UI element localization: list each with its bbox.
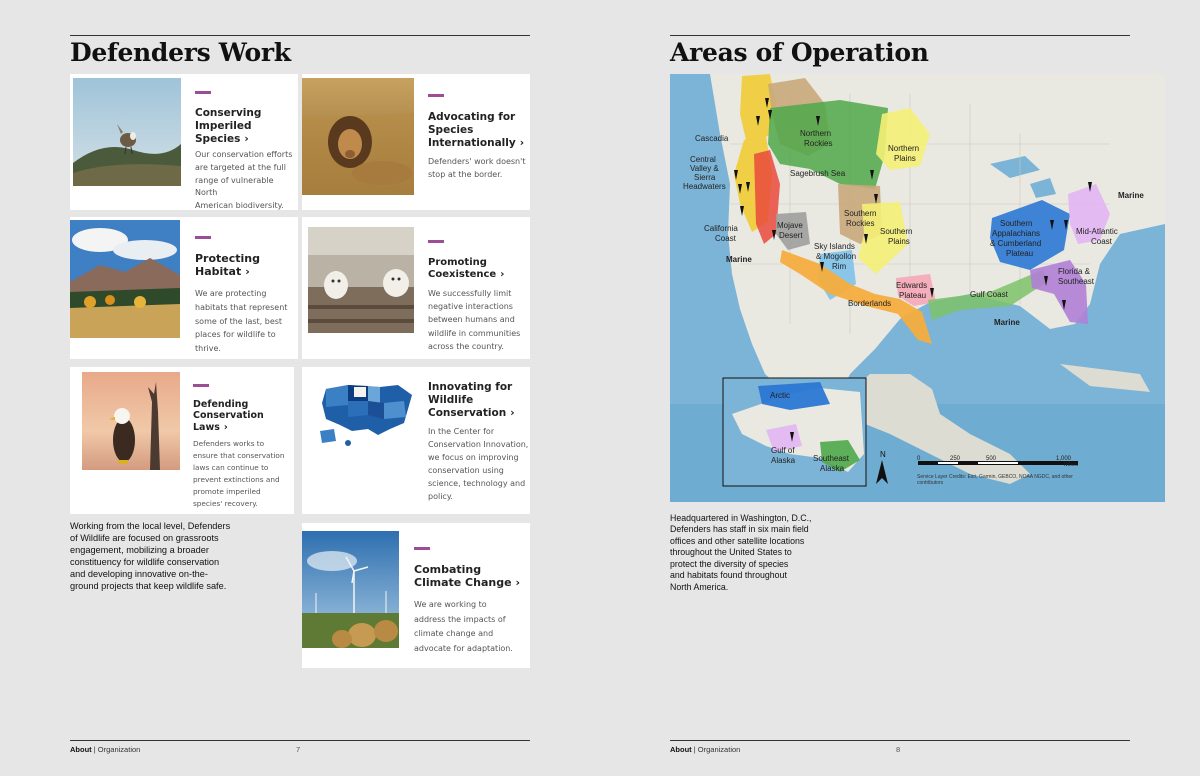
bottom-rule-left: [70, 740, 530, 741]
svg-text:500: 500: [986, 456, 997, 462]
card-defending-conservation-laws[interactable]: [70, 367, 294, 514]
footer-section: About | Organization: [670, 745, 741, 754]
alaska-inset-map: [723, 378, 866, 486]
card-protecting-habitat[interactable]: [70, 217, 298, 359]
card-description: Defenders works to ensure that conservation laws can continue to prevent extinctions and promote imperiled species' recovery.: [193, 439, 285, 509]
card-conserving-imperiled-species[interactable]: [70, 74, 298, 210]
mountain-landscape-photo: [70, 220, 180, 338]
card-title: Combating Climate Change ›: [414, 563, 521, 590]
chevron-right-icon: ›: [510, 406, 515, 419]
svg-text:Miles: Miles: [1064, 462, 1079, 468]
card-title: Innovating for Wildlife Conservation ›: [428, 381, 515, 419]
bottom-rule-right: [670, 740, 1130, 741]
svg-text:MojaveDesert: Mojave Desert: [777, 221, 803, 240]
card-advocating-internationally[interactable]: [302, 74, 530, 210]
svg-text:CentralValley &SierraHeadwater: Central Valley & Sierra Headwaters: [683, 155, 726, 191]
accent-bar: [193, 384, 209, 387]
chevron-right-icon: ›: [223, 421, 228, 433]
accent-bar: [428, 94, 444, 97]
top-rule-right: [670, 35, 1130, 36]
chevron-right-icon: ›: [519, 136, 525, 149]
sage-grouse-photo: [73, 78, 181, 186]
svg-text:CaliforniaCoast: California Coast: [704, 224, 738, 243]
accent-bar: [428, 240, 444, 243]
svg-text:N: N: [880, 450, 886, 459]
page-number: 7: [296, 745, 301, 754]
card-description: In the Center for Conservation Innovation, we focus on improving conservation using science, technology and policy.: [428, 427, 529, 501]
svg-text:Service Layer Credits: Esri, G: Service Layer Credits: Esri, Garmin, GEBCO, NOAA NGDC, and other contributors: [917, 474, 1073, 486]
operations-description: Headquartered in Washington, D.C., Defenders has staff in six main field offices and other satellite locations throughout the United States to protect the diversity of species and habitats found throughout North America.: [670, 513, 812, 592]
top-rule-left: [70, 35, 530, 36]
svg-text:0: 0: [917, 456, 921, 462]
card-description: Defenders' work doesn't stop at the border.: [428, 157, 526, 179]
svg-text:250: 250: [950, 456, 961, 462]
footer-section: About | Organization: [70, 745, 141, 754]
svg-text:Marine: Marine: [726, 255, 752, 264]
areas-of-operation-map: [670, 74, 1165, 502]
accent-bar: [414, 547, 430, 550]
page-title: Defenders Work: [70, 38, 291, 67]
svg-text:Arctic: Arctic: [770, 391, 790, 400]
lion-photo: [302, 78, 414, 195]
card-title: Defending Conservation Laws ›: [193, 399, 264, 433]
accent-bar: [195, 91, 211, 94]
svg-text:EdwardsPlateau: Edwards Plateau: [896, 281, 928, 300]
page-title: Areas of Operation: [670, 38, 929, 67]
svg-text:Gulf Coast: Gulf Coast: [970, 290, 1008, 299]
svg-text:Gulf ofAlaska: Gulf of Alaska: [771, 446, 796, 465]
card-title: Advocating for Species Internationally ›: [428, 111, 525, 149]
svg-text:Mid-AtlanticCoast: Mid-Atlantic Coast: [1076, 227, 1118, 246]
card-title: Conserving Imperiled Species ›: [195, 107, 262, 145]
chevron-right-icon: ›: [244, 132, 249, 145]
svg-text:Cascadia: Cascadia: [695, 134, 729, 143]
card-description: We are working to address the impacts of climate change and advocate for adaptation.: [414, 600, 513, 653]
us-choropleth-map-image: [318, 379, 416, 451]
wind-turbines-photo: [302, 531, 399, 648]
card-combating-climate-change[interactable]: [302, 523, 530, 668]
svg-text:Borderlands: Borderlands: [848, 299, 892, 308]
card-title: Promoting Coexistence ›: [428, 257, 505, 281]
card-description: Our conservation efforts are targeted at the full range of vulnerable North American biodiversity.: [195, 150, 293, 210]
card-description: We successfully limit negative interactions between humans and wildlife in communities across the country.: [428, 289, 521, 351]
guard-dogs-photo: [308, 227, 414, 333]
chevron-right-icon: ›: [500, 269, 505, 281]
svg-text:SouthernPlains: Southern Plains: [880, 227, 913, 246]
svg-text:SouthernRockies: Southern Rockies: [844, 209, 877, 228]
svg-text:Sky Islands& MogollonRim: Sky Islands & Mogollon Rim: [814, 242, 857, 271]
svg-text:Florida &Southeast: Florida & Southeast: [1058, 267, 1095, 286]
svg-text:NorthernRockies: Northern Rockies: [800, 129, 833, 148]
bald-eagle-photo: [82, 372, 180, 470]
svg-text:Marine: Marine: [1118, 191, 1144, 200]
accent-bar: [195, 236, 211, 239]
page-number: 8: [896, 745, 901, 754]
svg-text:Sagebrush Sea: Sagebrush Sea: [790, 169, 846, 178]
svg-text:SoutheastAlaska: Southeast Alaska: [813, 454, 850, 473]
intro-paragraph: Working from the local level, Defenders of Wildlife are focused on grassroots engagement, mobilizing a broader constituency for wildlife conservation and developing innovative on-the- ground projects that keep wildlife safe.: [70, 521, 231, 591]
svg-text:NorthernPlains: Northern Plains: [888, 144, 920, 163]
card-description: We are protecting habitats that represent some of the last, best places for wildlife to thrive.: [195, 289, 288, 353]
chevron-right-icon: ›: [245, 265, 250, 279]
card-title: Protecting Habitat ›: [195, 252, 261, 279]
chevron-right-icon: ›: [515, 576, 521, 590]
svg-text:Marine: Marine: [994, 318, 1020, 327]
svg-text:SouthernAppalachians& Cumberla: Southern Appalachians & Cumberland Plateau: [990, 219, 1042, 258]
card-promoting-coexistence[interactable]: [302, 217, 530, 359]
card-innovating-wildlife-conservation[interactable]: [302, 367, 530, 514]
svg-text:1,000: 1,000: [1056, 456, 1072, 462]
